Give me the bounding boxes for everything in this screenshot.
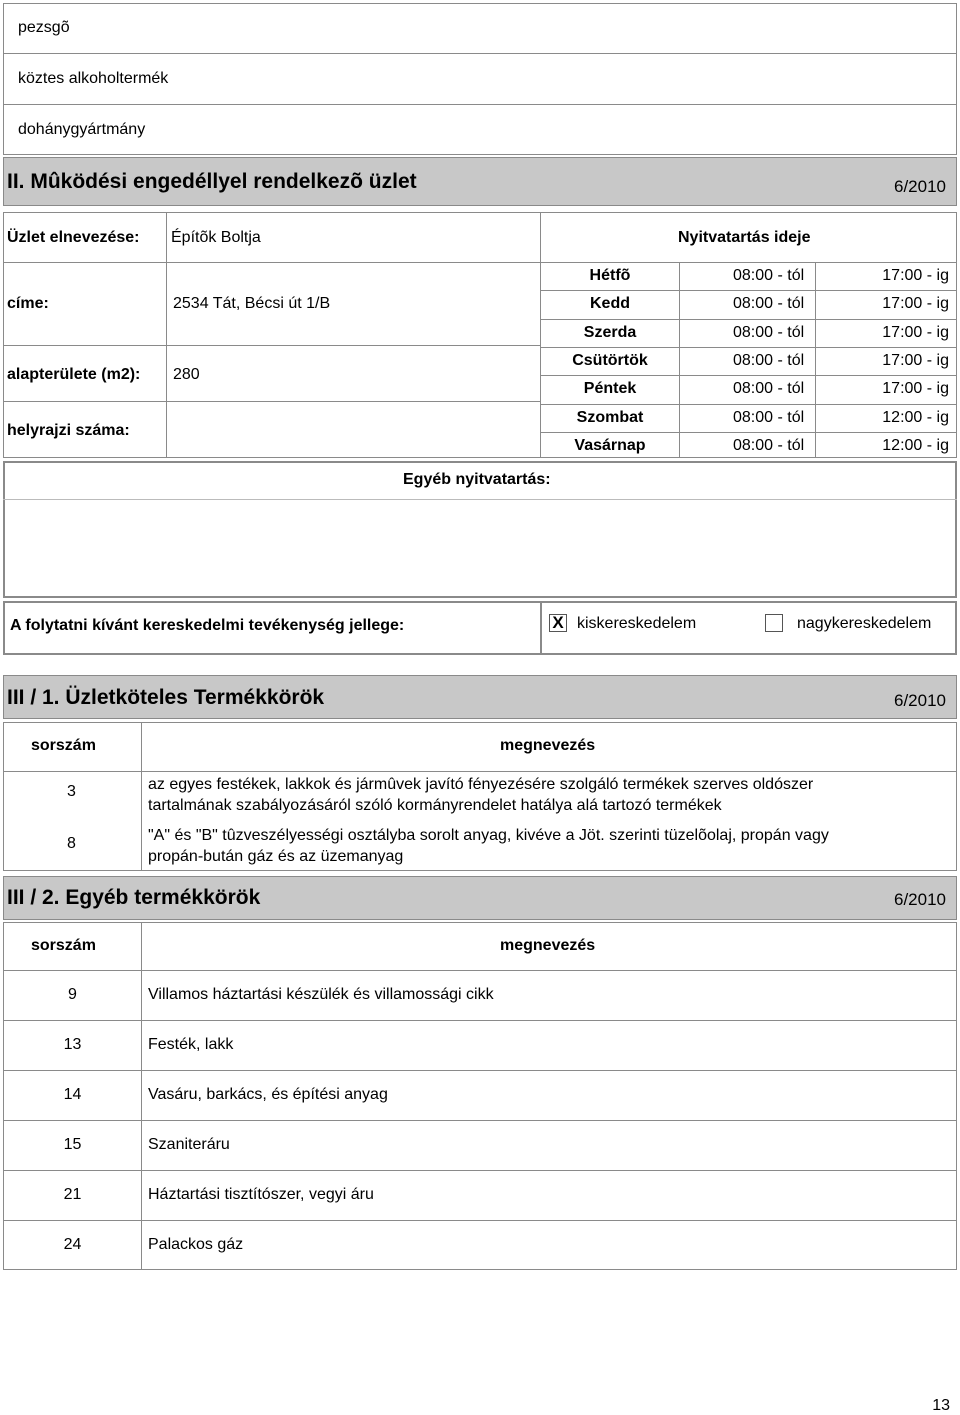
area-label: alapterülete (m2): bbox=[7, 366, 141, 383]
address-label: címe: bbox=[7, 295, 49, 312]
address-value: 2534 Tát, Bécsi út 1/B bbox=[173, 295, 331, 312]
section31-number: 6/2010 bbox=[894, 691, 946, 710]
section2-title: II. Mûködési engedéllyel rendelkezõ üzlet bbox=[7, 170, 417, 193]
table-row-num: 14 bbox=[63, 1086, 82, 1103]
store-name-value: Építõk Boltja bbox=[171, 229, 261, 246]
table-row-name: Villamos háztartási készülék és villamossági cikk bbox=[148, 986, 494, 1003]
retail-checkbox[interactable]: X bbox=[549, 614, 567, 632]
table-row-num: 9 bbox=[68, 986, 77, 1003]
table-row-num: 13 bbox=[63, 1036, 82, 1053]
section32-number: 6/2010 bbox=[894, 890, 946, 909]
retail-label: kiskereskedelem bbox=[577, 615, 697, 632]
table-row-num: 24 bbox=[63, 1236, 82, 1253]
table-row-name: tartalmának szabályozásáról szóló kormányrendelet hatálya alá tartozó termékek bbox=[148, 797, 722, 814]
table-row-name: Palackos gáz bbox=[148, 1236, 244, 1253]
hours-day: Hétfõ bbox=[589, 267, 631, 284]
table-row-name: az egyes festékek, lakkok és jármûvek javító fényezésére szolgáló termékek szerves oldószer bbox=[148, 776, 814, 793]
section31-title: III / 1. Üzletköteles Termékkörök bbox=[7, 686, 325, 709]
col-num-header: sorszám bbox=[31, 937, 96, 954]
top-item: köztes alkoholtermék bbox=[18, 70, 169, 87]
table-row-name: Szaniteráru bbox=[148, 1136, 230, 1153]
top-item: dohánygyártmány bbox=[18, 121, 146, 138]
hours-from: 08:00 - tól bbox=[733, 436, 805, 454]
activity-label: A folytatni kívánt kereskedelmi tevékenység jellege: bbox=[10, 617, 405, 634]
table-row-name: Háztartási tisztítószer, vegyi áru bbox=[148, 1186, 374, 1203]
hours-to: 17:00 - ig bbox=[882, 351, 949, 369]
table-row-name: "A" és "B" tûzveszélyességi osztályba sorolt anyag, kivéve a Jöt. szerinti tüzelõolaj, propán vagy bbox=[148, 827, 829, 844]
table-row-num: 8 bbox=[67, 835, 76, 852]
hours-day: Vasárnap bbox=[574, 436, 646, 454]
hours-day: Péntek bbox=[583, 380, 637, 398]
hours-to: 17:00 - ig bbox=[882, 267, 949, 284]
table-row-name: Festék, lakk bbox=[148, 1036, 234, 1053]
table-row-num: 15 bbox=[63, 1136, 82, 1153]
hours-from: 08:00 - tól bbox=[733, 267, 805, 284]
hours-day: Kedd bbox=[590, 295, 630, 313]
hours-from: 08:00 - tól bbox=[733, 295, 805, 313]
hours-to: 17:00 - ig bbox=[882, 380, 949, 398]
other-hours-label: Egyéb nyitvatartás: bbox=[403, 471, 551, 488]
table-row-name: Vasáru, barkács, és építési anyag bbox=[148, 1086, 388, 1103]
section32-title: III / 2. Egyéb termékkörök bbox=[7, 886, 261, 909]
area-value: 280 bbox=[173, 366, 200, 383]
table-row-name: propán-bután gáz és az üzemanyag bbox=[148, 848, 404, 865]
table-row-num: 21 bbox=[63, 1186, 82, 1203]
hours-from: 08:00 - tól bbox=[733, 408, 805, 426]
page-number: 13 bbox=[932, 1397, 950, 1414]
store-name-label: Üzlet elnevezése: bbox=[7, 229, 140, 246]
hours-day: Csütörtök bbox=[572, 351, 648, 369]
hours-from: 08:00 - tól bbox=[733, 380, 805, 398]
hours-to: 17:00 - ig bbox=[882, 323, 949, 341]
col-name-header: megnevezés bbox=[500, 737, 596, 754]
section32-table bbox=[3, 922, 957, 1270]
wholesale-label: nagykereskedelem bbox=[797, 615, 932, 632]
hours-to: 17:00 - ig bbox=[882, 295, 949, 313]
col-num-header: sorszám bbox=[31, 737, 96, 754]
hours-day: Szerda bbox=[583, 323, 637, 341]
top-item: pezsgõ bbox=[18, 19, 70, 36]
hours-day: Szombat bbox=[576, 408, 644, 426]
hours-from: 08:00 - tól bbox=[733, 323, 805, 341]
wholesale-checkbox[interactable] bbox=[765, 614, 783, 632]
hours-title: Nyitvatartás ideje bbox=[678, 229, 811, 246]
table-row-num: 3 bbox=[67, 783, 76, 800]
store-info-box bbox=[3, 212, 957, 458]
col-name-header: megnevezés bbox=[500, 937, 596, 954]
hours-to: 12:00 - ig bbox=[882, 436, 949, 454]
hours-from: 08:00 - tól bbox=[733, 351, 805, 369]
hours-to: 12:00 - ig bbox=[882, 408, 949, 426]
section2-number: 6/2010 bbox=[894, 177, 946, 196]
lot-label: helyrajzi száma: bbox=[7, 422, 130, 439]
